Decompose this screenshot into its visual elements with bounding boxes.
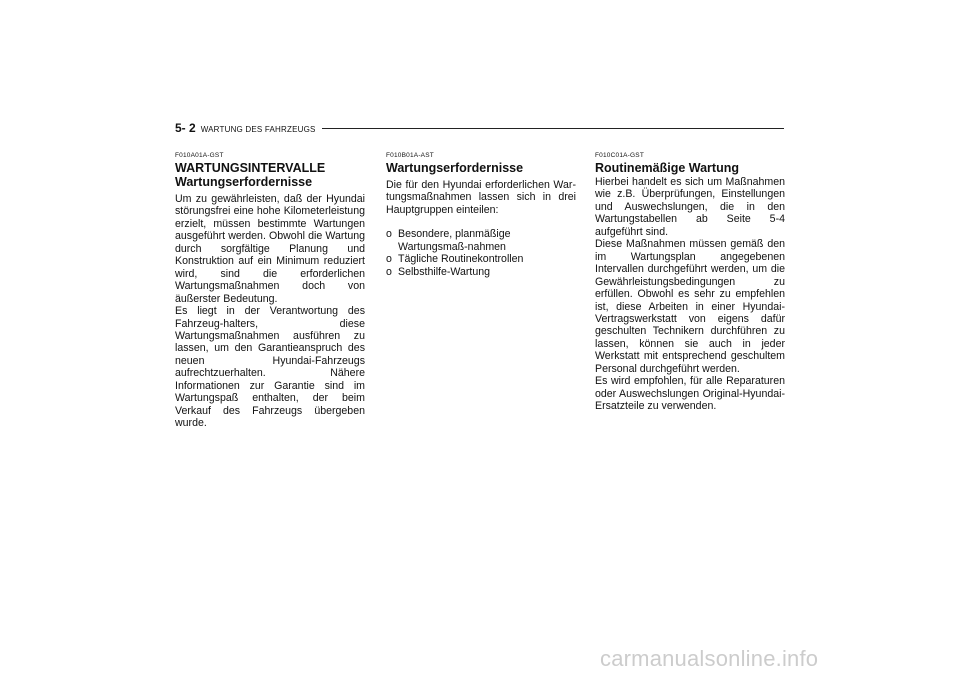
paragraph: Die für den Hyundai erforderlichen War-tungsmaßnahmen lassen sich in drei Hauptgruppen einteilen:: [386, 179, 576, 216]
list-item: [386, 253, 576, 265]
column-maintenance-intervals: [175, 152, 365, 430]
page-number: 5- 2: [175, 121, 196, 135]
paragraph: Diese Maßnahmen müssen gemäß den im Wartungsplan angegebenen Intervallen durchgeführt werden, um die Gewährleistungsbedingungen zu erfüllen. Obwohl es sehr zu empfehlen ist, diese Arbeiten in einer Hyundai-Vertragswerkstatt von eigens dafür geschulten Technikern durchführen zu lassen, können sie auch in jeder Werkstatt mit entsprechend geschultem Personal durchgeführt werden.: [595, 238, 785, 375]
list-item-text: Selbsthilfe-Wartung: [398, 265, 491, 278]
list-item-text: Tägliche Routinekontrollen: [398, 253, 524, 266]
column-maintenance-requirements: [386, 152, 576, 278]
page-header: [175, 121, 316, 137]
bullet: o: [386, 253, 392, 266]
paragraph: Es liegt in der Verantwortung des Fahrzeug-halters, diese Wartungsmaßnahmen ausführen zu lassen, um den Garantieanspruch des neuen Hyundai-Fahrzeugs aufrechtzuerhalten. Nähere Informationen zur Garantie sind im Wartungspaß enthalten, der beim Verkauf des Fahrzeugs übergeben wurde.: [175, 305, 365, 430]
section-title: Wartungserfordernisse: [386, 161, 524, 175]
paragraph: Um zu gewährleisten, daß der Hyundai störungsfrei eine hohe Kilometerleistung erzielt, müssen bestimmte Wartungen ausgeführt werden. Obwohl die Wartung durch sorgfältige Planung und Konstruktion auf ein Minimum reduziert wird, sind die erforderlichen Wartungsmaßnahmen doch von äußerster Bedeutung.: [175, 193, 365, 305]
paragraph: Es wird empfohlen, für alle Reparaturen oder Auswechslungen Original-Hyundai-Ersatzteile zu verwenden.: [595, 375, 785, 413]
section-code: F010A01A-GST: [175, 152, 224, 159]
section-title: Routinemäßige Wartung: [595, 161, 739, 175]
section-code: F010B01A-AST: [386, 152, 434, 159]
chapter-title: WARTUNG DES FAHRZEUGS: [200, 125, 316, 134]
list-item: [386, 228, 576, 253]
bullet: o: [386, 265, 392, 278]
bullet: o: [386, 228, 392, 241]
maintenance-group-list: [386, 228, 576, 278]
section-subtitle: Wartungserfordernisse: [175, 175, 313, 189]
header-rule: [322, 128, 784, 129]
column-routine-maintenance: [595, 152, 785, 413]
section-code: F010C01A-GST: [595, 152, 645, 159]
paragraph: Hierbei handelt es sich um Maßnahmen wie z.B. Überprüfungen, Einstellungen und Auswechslungen, die in den Wartungstabellen ab Seite 5-4 aufgeführt sind.: [595, 176, 785, 238]
list-item-text: Besondere, planmäßige Wartungsmaß-nahmen: [398, 228, 511, 253]
watermark: carmanualsonline.info: [600, 646, 819, 671]
section-title: WARTUNGSINTERVALLE: [175, 161, 326, 175]
list-item: [386, 266, 576, 278]
